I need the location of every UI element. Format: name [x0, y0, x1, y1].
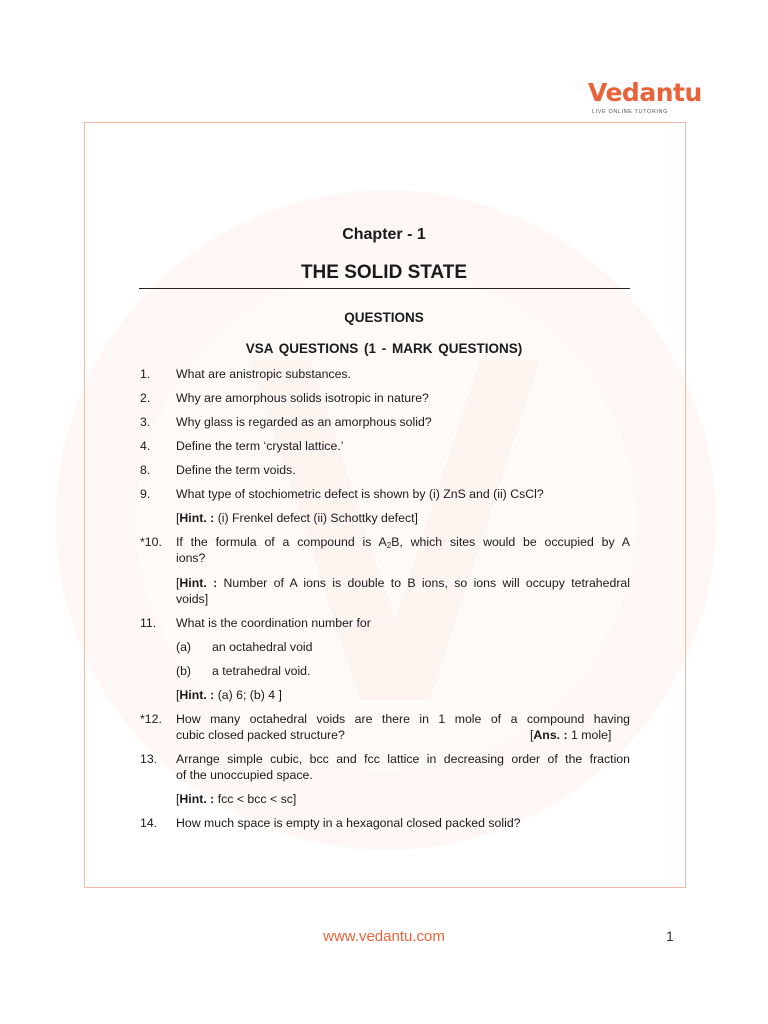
question-text: Define the term voids. [176, 463, 296, 477]
answer-label: Ans. : [533, 728, 568, 742]
question-number: 3. [140, 415, 151, 429]
question-number: 13. [140, 752, 158, 766]
question-number: 11. [140, 616, 157, 630]
sub-item-text: a tetrahedral void. [212, 664, 311, 678]
question-number: 14. [140, 816, 158, 830]
sub-item-text: an octahedral void [212, 640, 313, 654]
question-number: 1. [140, 367, 151, 381]
logo-tagline: LIVE ONLINE TUTORING [592, 109, 668, 115]
hint-content: (a) 6; (b) 4 [217, 688, 276, 702]
subsection-heading: VSA QUESTIONS (1 - MARK QUESTIONS) [245, 341, 523, 356]
question-text: What are anistropic substances. [176, 367, 351, 381]
question-text: Arrange simple cubic, bcc and fcc lattice in decreasing order of the fraction [176, 752, 630, 766]
section-heading: QUESTIONS [344, 310, 424, 325]
hint-text: [Hint. : Number of A ions is double to B ions, so ions will occupy tetrahedral [176, 576, 630, 590]
hint-text: [Hint. : (a) 6; (b) 4 ] [176, 688, 282, 702]
hint-label: Hint. : [179, 792, 215, 806]
chapter-heading: Chapter - 1 [342, 226, 426, 243]
footer-website-link[interactable]: www.vedantu.com [323, 928, 445, 945]
answer-content: 1 mole [571, 728, 608, 742]
question-text-line2: cubic closed packed structure? [176, 728, 345, 742]
question-text: What is the coordination number for [176, 616, 371, 630]
vedantu-logo [588, 78, 702, 122]
question-text: Why are amorphous solids isotropic in nature? [176, 391, 429, 405]
title-divider [139, 288, 630, 289]
sub-item-label: (b) [176, 664, 192, 678]
hint-content: (i) Frenkel defect (ii) Schottky defect [217, 511, 415, 525]
hint-text: [Hint. : fcc < bcc < sc] [176, 792, 297, 806]
question-text: How much space is empty in a hexagonal closed packed solid? [176, 816, 521, 830]
chapter-title: THE SOLID STATE [300, 262, 468, 283]
question-text: How many octahedral voids are there in 1 mole of a compound having [176, 712, 630, 726]
question-number: 9. [140, 487, 151, 501]
question-number: *10. [140, 535, 162, 549]
hint-text-line2: voids] [176, 592, 209, 606]
question-number: 4. [140, 439, 151, 453]
page-number: 1 [666, 928, 674, 944]
hint-content: Number of A ions is double to B ions, so ions will occupy tetrahedral [223, 576, 630, 590]
question-text: If the formula of a compound is $A_2B$, which sites would be occupied by A [176, 535, 630, 550]
hint-text: [Hint. : (i) Frenkel defect (ii) Schottky defect] [176, 511, 418, 525]
hint-label: Hint. : [179, 511, 215, 525]
logo-wordmark: Vedantu [588, 78, 702, 107]
question-number: 8. [140, 463, 151, 477]
hint-label: Hint. : [179, 688, 215, 702]
question-text: Define the term ‘crystal lattice.’ [176, 439, 344, 453]
sub-item-label: (a) [176, 640, 192, 654]
question-text-line2: of the unoccupied space. [176, 768, 313, 782]
question-text: What type of stochiometric defect is shown by (i) ZnS and (ii) CsCl? [176, 487, 544, 501]
question-number: *12. [140, 712, 162, 726]
subscript: 2 [386, 541, 392, 550]
hint-label: Hint. : [179, 576, 218, 590]
hint-content: fcc < bcc < sc [217, 792, 293, 806]
question-number: 2. [140, 391, 151, 405]
question-text-line2: ions? [176, 551, 206, 565]
question-text: Why glass is regarded as an amorphous solid? [176, 415, 432, 429]
answer-text: [Ans. : 1 mole] [530, 728, 612, 742]
